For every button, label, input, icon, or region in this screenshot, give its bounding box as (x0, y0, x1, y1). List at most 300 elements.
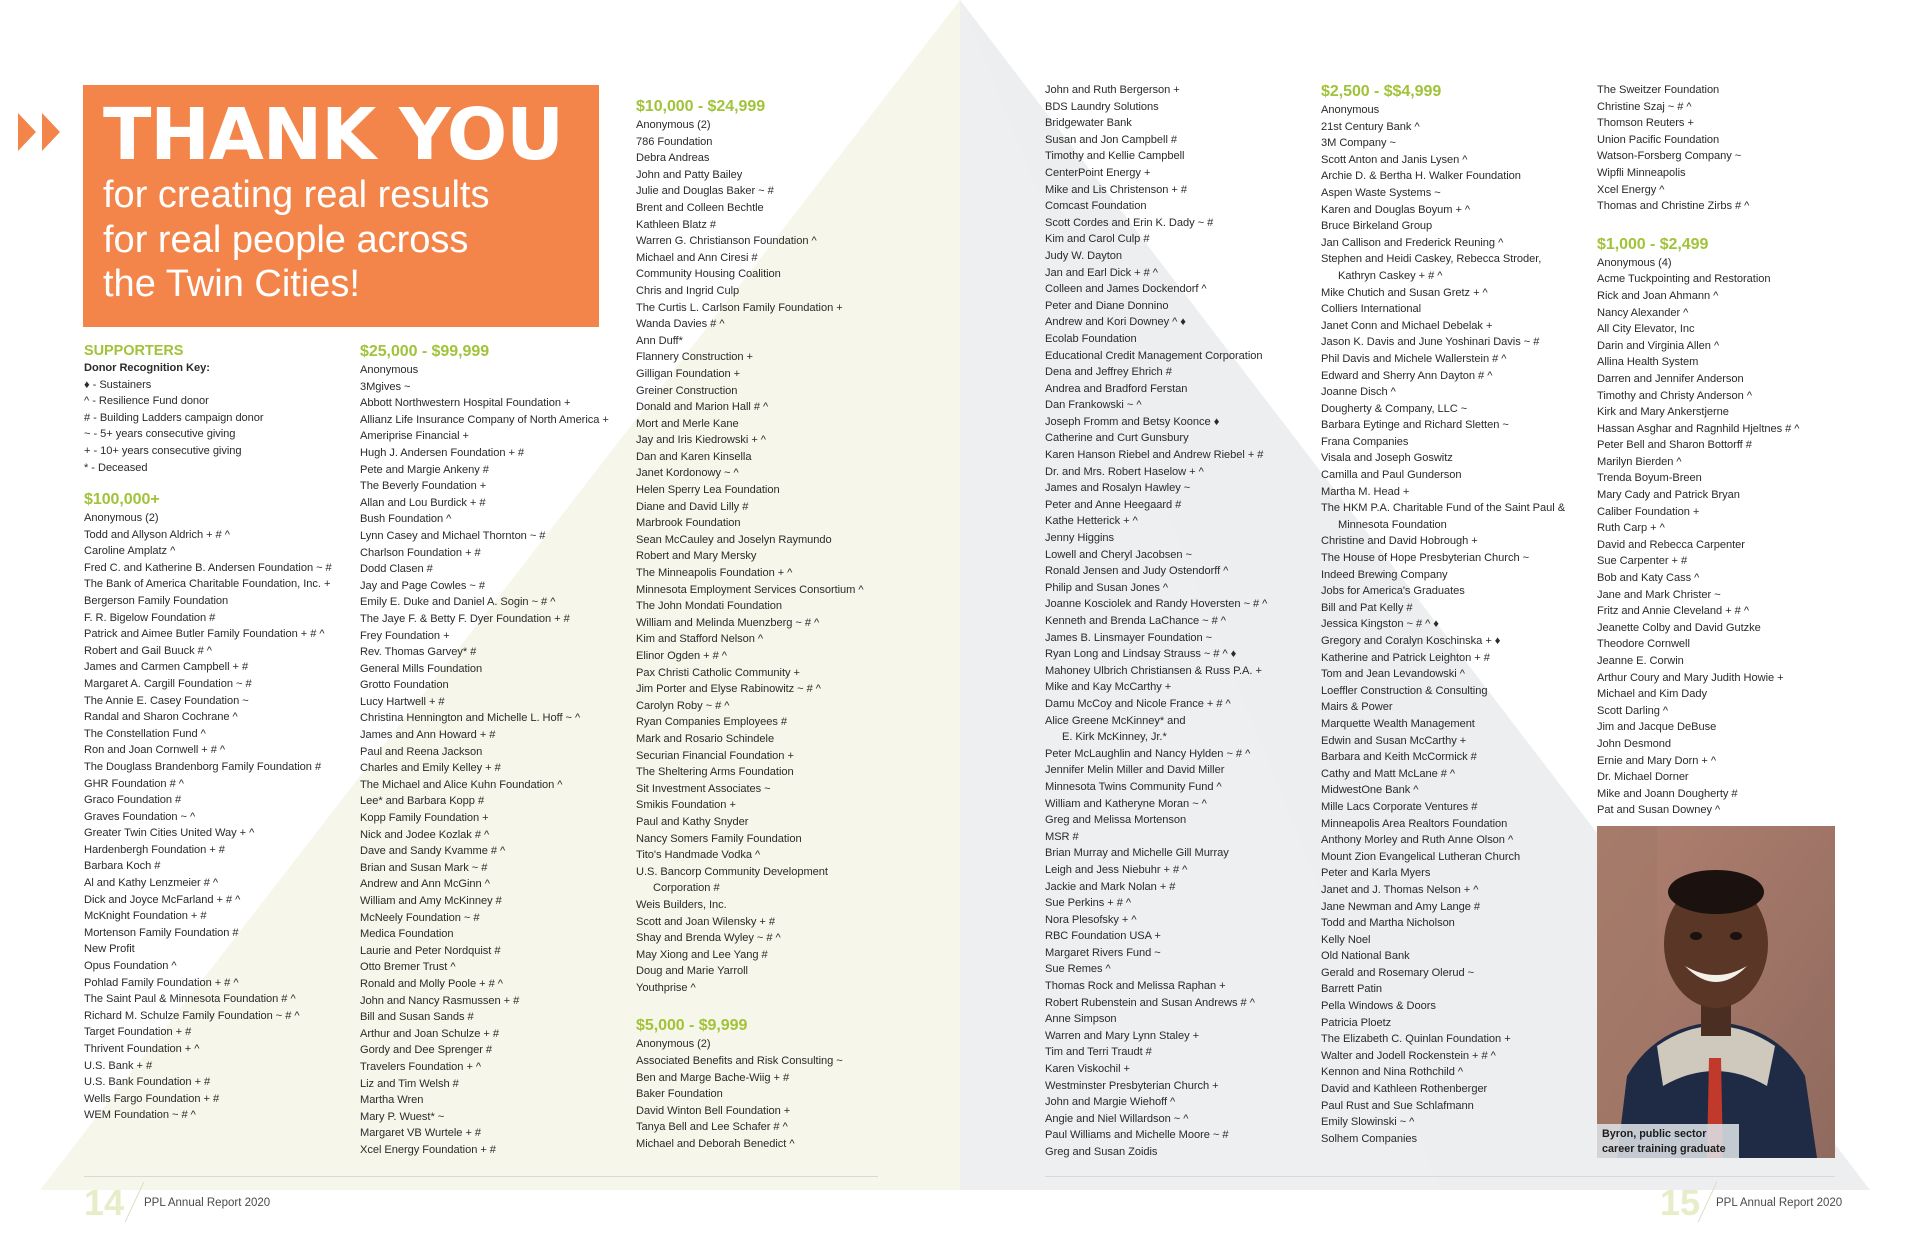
donor-entry: Ernie and Mary Dorn + ^ (1597, 754, 1717, 767)
donor-column-5 (1321, 82, 1583, 1147)
donor-entry: Wanda Davies # ^ (636, 318, 725, 331)
donor-entry: Gerald and Rosemary Olerud ~ (1321, 966, 1475, 979)
donor-entry: Visala and Joseph Goswitz (1321, 452, 1453, 465)
tier-heading: $5,000 - $9,999 (636, 1017, 748, 1035)
donor-entry: Pohlad Family Foundation + # ^ (84, 976, 239, 989)
donor-entry: Community Housing Coalition (636, 268, 781, 281)
byron-photo (1597, 826, 1835, 1158)
donor-entry: Caliber Foundation + (1597, 505, 1700, 518)
donor-entry: Jason K. Davis and June Yoshinari Davis ~ # (1321, 336, 1540, 349)
donor-entry: Greg and Melissa Mortenson (1045, 814, 1187, 827)
donor-entry: Kathryn Caskey + # ^ (1338, 269, 1443, 282)
donor-entry: The Elizabeth C. Quinlan Foundation + (1321, 1033, 1511, 1046)
donor-entry: Mike and Kay McCarthy + (1045, 681, 1172, 694)
donor-entry: Rick and Joan Ahmann ^ (1597, 289, 1719, 302)
donor-entry: Scott Anton and Janis Lysen ^ (1321, 153, 1468, 166)
donor-entry: William and Melinda Muenzberg ~ # ^ (636, 616, 820, 629)
donor-entry: Robert and Mary Mersky (636, 550, 757, 563)
donor-entry: Nancy Somers Family Foundation (636, 832, 802, 845)
donor-entry: John and Ruth Bergerson + (1045, 84, 1180, 96)
donor-entry: Anonymous (2) (636, 119, 711, 131)
donor-entry: Patrick and Aimee Butler Family Foundation + # ^ (84, 628, 325, 641)
donor-entry: Kim and Carol Culp # (1045, 233, 1150, 246)
donor-column-2 (360, 342, 622, 1159)
caption-line: Byron, public sector (1602, 1128, 1707, 1140)
donor-entry: 3Mgives ~ (360, 380, 411, 393)
donor-entry: Frana Companies (1321, 435, 1409, 448)
subtitle-line: the Twin Cities! (103, 263, 360, 305)
donor-entry: Bob and Katy Cass ^ (1597, 572, 1700, 585)
donor-entry: Mark and Rosario Schindele (636, 732, 775, 745)
donor-entry: Arthur and Joan Schulze + # (360, 1027, 499, 1040)
donor-entry: Marbrook Foundation (636, 517, 741, 530)
donor-entry: Tito's Handmade Vodka ^ (636, 849, 761, 862)
donor-entry: William and Amy McKinney # (360, 895, 502, 907)
donor-entry: Mount Zion Evangelical Lutheran Church (1321, 850, 1521, 863)
donor-entry: Grotto Foundation (360, 679, 449, 692)
donor-entry: Minnesota Twins Community Fund ^ (1045, 780, 1222, 793)
donor-entry: Darin and Virginia Allen ^ (1597, 339, 1720, 352)
donor-entry: Thomson Reuters + (1597, 117, 1694, 130)
donor-entry: The Annie E. Casey Foundation ~ (84, 694, 249, 707)
donor-entry: Donald and Marion Hall # ^ (636, 401, 769, 414)
donor-entry: Karen and Douglas Boyum + ^ (1321, 203, 1471, 216)
donor-entry: Lynn Casey and Michael Thornton ~ # (360, 529, 546, 542)
donor-entry: Loeffler Construction & Consulting (1321, 684, 1488, 697)
donor-entry: Graves Foundation ~ ^ (84, 810, 196, 823)
key-item: + - 10+ years consecutive giving (84, 444, 242, 457)
donor-entry: Pella Windows & Doors (1321, 1000, 1436, 1013)
donor-entry: Marilyn Bierden ^ (1597, 455, 1682, 468)
donor-entry: Timothy and Christy Anderson ^ (1597, 389, 1752, 402)
donor-entry: Greg and Susan Zoidis (1045, 1146, 1158, 1158)
donor-entry: The Michael and Alice Kuhn Foundation ^ (360, 778, 563, 791)
donor-entry: Tom and Jean Levandowski ^ (1321, 668, 1465, 681)
donor-entry: Sue Remes ^ (1045, 963, 1111, 976)
donor-entry: Kelly Noel (1321, 933, 1371, 946)
donor-entry: Westminster Presbyterian Church + (1045, 1079, 1219, 1092)
donor-entry: Mary Cady and Patrick Bryan (1597, 489, 1740, 502)
donor-entry: Warren G. Christianson Foundation ^ (636, 235, 817, 248)
donor-entry: Sue Carpenter + # (1597, 555, 1688, 568)
donor-entry: Sue Perkins + # ^ (1045, 897, 1132, 910)
donor-entry: Ronald Jensen and Judy Ostendorff ^ (1045, 565, 1229, 578)
donor-entry: Pax Christi Catholic Community + (636, 666, 800, 679)
donor-entry: Bergerson Family Foundation (84, 594, 229, 607)
donor-entry: Thomas Rock and Melissa Raphan + (1045, 980, 1226, 993)
donor-entry: David Winton Bell Foundation + (636, 1104, 791, 1117)
donor-entry: Kennon and Nina Rothchild ^ (1321, 1066, 1464, 1079)
donor-entry: Hardenbergh Foundation + # (84, 843, 225, 856)
donor-entry: Lowell and Cheryl Jacobsen ~ (1045, 548, 1192, 561)
donor-entry: Colliers International (1321, 303, 1422, 316)
donor-entry: Smikis Foundation + (636, 799, 736, 812)
donor-entry: James and Ann Howard + # (360, 729, 496, 742)
tier-heading: $10,000 - $24,999 (636, 98, 766, 115)
donor-entry: Joanne Kosciolek and Randy Hoversten ~ # ^ (1045, 598, 1268, 611)
donor-entry: WEM Foundation ~ # ^ (84, 1109, 196, 1122)
donor-entry: The Sweitzer Foundation (1597, 84, 1720, 96)
donor-entry: Anne Simpson (1045, 1013, 1117, 1026)
donor-entry: Gregory and Coralyn Koschinska + ♦ (1321, 635, 1501, 647)
donor-entry: Kim and Stafford Nelson ^ (636, 633, 764, 646)
donor-entry: Janet Conn and Michael Debelak + (1321, 319, 1493, 332)
donor-entry: The John Mondati Foundation (636, 600, 783, 613)
donor-entry: Scott Cordes and Erin K. Dady ~ # (1045, 216, 1214, 229)
donor-entry: BDS Laundry Solutions (1045, 100, 1159, 113)
donor-entry: Sit Investment Associates ~ (636, 782, 771, 795)
donor-entry: Susan and Jon Campbell # (1045, 133, 1178, 146)
tier-heading: $100,000+ (84, 491, 160, 508)
donor-entry: 3M Company ~ (1321, 137, 1396, 150)
donor-entry: John and Patty Bailey (636, 168, 743, 181)
donor-entry: Kirk and Mary Ankerstjerne (1597, 406, 1729, 419)
subtitle-line: for real people across (103, 218, 469, 261)
donor-entry: Julie and Douglas Baker ~ # (636, 185, 774, 198)
donor-entry: Christine Szaj ~ # ^ (1597, 100, 1692, 113)
donor-entry: Thomas and Christine Zirbs # ^ (1597, 200, 1750, 213)
donor-entry: Greater Twin Cities United Way + ^ (84, 827, 255, 840)
donor-entry: Frey Foundation + (360, 629, 450, 642)
donor-entry: Minneapolis Area Realtors Foundation (1321, 817, 1508, 830)
donor-entry: Laurie and Peter Nordquist # (360, 944, 501, 957)
donor-entry: Carolyn Roby ~ # ^ (636, 699, 730, 712)
donor-entry: Bill and Susan Sands # (360, 1011, 474, 1024)
donor-entry: Mike and Joann Dougherty # (1597, 787, 1738, 800)
donor-entry: Margaret Rivers Fund ~ (1045, 946, 1161, 959)
donor-entry: Patricia Ploetz (1321, 1016, 1392, 1029)
donor-entry: Jackie and Mark Nolan + # (1045, 880, 1176, 893)
donor-entry: The Curtis L. Carlson Family Foundation + (636, 301, 843, 314)
donor-entry: Leigh and Jess Niebuhr + # ^ (1045, 863, 1188, 876)
donor-entry: Dave and Sandy Kvamme # ^ (360, 845, 506, 858)
donor-entry: May Xiong and Lee Yang # (636, 948, 768, 961)
donor-entry: Union Pacific Foundation (1597, 133, 1720, 146)
donor-entry: Theodore Cornwell (1597, 638, 1690, 651)
donor-entry: Damu McCoy and Nicole France + # ^ (1045, 697, 1231, 710)
donor-entry: Alice Greene McKinney* and (1045, 714, 1186, 727)
donor-entry: Jim Porter and Elyse Rabinowitz ~ # ^ (636, 683, 821, 696)
donor-entry: Diane and David Lilly # (636, 500, 749, 513)
donor-entry: Stephen and Heidi Caskey, Rebecca Stroder, (1321, 253, 1542, 266)
donor-entry: Cathy and Matt McLane # ^ (1321, 767, 1456, 780)
donor-entry: Andrea and Bradford Ferstan (1045, 382, 1188, 395)
donor-entry: Ryan Companies Employees # (636, 716, 788, 729)
donor-entry: Mike Chutich and Susan Gretz + ^ (1321, 286, 1488, 299)
donor-entry: Randal and Sharon Cochrane ^ (84, 711, 238, 724)
donor-entry: Thrivent Foundation + ^ (84, 1043, 200, 1055)
donor-entry: F. R. Bigelow Foundation # (84, 611, 216, 624)
donor-entry: Anonymous (4) (1597, 256, 1672, 269)
donor-entry: Anonymous (360, 364, 419, 376)
donor-entry: Arthur Coury and Mary Judith Howie + (1597, 671, 1784, 684)
donor-entry: The Beverly Foundation + (360, 480, 487, 493)
donor-entry: Old National Bank (1321, 950, 1410, 963)
donor-entry: Judy W. Dayton (1045, 249, 1122, 262)
donor-entry: RBC Foundation USA + (1045, 930, 1161, 943)
donor-entry: Mille Lacs Corporate Ventures # (1321, 800, 1478, 813)
donor-entry: The Douglass Brandenborg Family Foundation # (84, 760, 322, 773)
thank-you-title: THANK YOU (103, 93, 563, 176)
key-title: Donor Recognition Key: (84, 362, 210, 374)
donor-entry: Warren and Mary Lynn Staley + (1045, 1029, 1200, 1042)
donor-entry: Mary P. Wuest* ~ (360, 1110, 445, 1123)
page-number-left: 14 (84, 1182, 125, 1223)
donor-entry: Todd and Martha Nicholson (1321, 917, 1455, 930)
donor-entry: Jay and Page Cowles ~ # (360, 579, 485, 592)
key-item: ^ - Resilience Fund donor (84, 395, 209, 408)
donor-column-1 (84, 490, 344, 1124)
donor-entry: The Jaye F. & Betty F. Dyer Foundation + # (360, 612, 570, 625)
donor-entry: Peter and Diane Donnino (1045, 299, 1169, 312)
donor-entry: Fred C. and Katherine B. Andersen Foundation ~ # (84, 561, 332, 574)
donor-entry: Robert Rubenstein and Susan Andrews # ^ (1045, 996, 1255, 1009)
donor-entry: Bruce Birkeland Group (1321, 220, 1433, 233)
donor-entry: Jennifer Melin Miller and David Miller (1045, 764, 1225, 777)
donor-entry: Baker Foundation (636, 1088, 723, 1101)
donor-entry: Hugh J. Andersen Foundation + # (360, 446, 525, 459)
donor-entry: The Bank of America Charitable Foundation, Inc. + (84, 578, 331, 591)
donor-entry: Martha Wren (360, 1094, 424, 1107)
donor-entry: Educational Credit Management Corporation (1045, 349, 1263, 362)
donor-entry: Edward and Sherry Ann Dayton # ^ (1321, 369, 1493, 382)
donor-entry: Colleen and James Dockendorf ^ (1045, 283, 1207, 296)
donor-entry: Nick and Jodee Kozlak # ^ (360, 828, 490, 841)
donor-entry: John and Margie Wiehoff ^ (1045, 1096, 1176, 1109)
donor-entry: Debra Andreas (636, 152, 710, 165)
donor-entry: Nora Plesofsky + ^ (1045, 913, 1137, 926)
donor-entry: Youthprise ^ (636, 981, 696, 994)
donor-entry: McKnight Foundation + # (84, 910, 207, 923)
donor-entry: Andrew and Kori Downey ^ ♦ (1045, 316, 1186, 329)
donor-entry: John and Nancy Rasmussen + # (360, 994, 520, 1007)
donor-entry: GHR Foundation # ^ (84, 777, 184, 790)
donor-entry: Robert and Gail Buuck # ^ (84, 644, 212, 657)
donor-entry: Margaret VB Wurtele + # (360, 1127, 482, 1140)
donor-entry: Jay and Iris Kiedrowski + ^ (636, 434, 766, 447)
donor-entry: Wells Fargo Foundation + # (84, 1092, 220, 1105)
donor-entry: 21st Century Bank ^ (1321, 120, 1420, 133)
donor-entry: Ann Duff* (636, 334, 683, 347)
donor-entry: Dan Frankowski ~ ^ (1045, 399, 1142, 412)
donor-entry: Ecolab Foundation (1045, 332, 1137, 345)
donor-entry: E. Kirk McKinney, Jr.* (1062, 731, 1167, 744)
donor-entry: Andrew and Ann McGinn ^ (360, 878, 490, 891)
portrait-image (1597, 826, 1835, 1158)
donor-entry: Michael and Kim Dady (1597, 688, 1707, 701)
donor-entry: Flannery Construction + (636, 351, 753, 364)
donor-entry: Paul Rust and Sue Schlafmann (1321, 1099, 1474, 1112)
donor-entry: Minnesota Employment Services Consortium ^ (636, 583, 864, 596)
donor-entry: U.S. Bank + # (84, 1059, 153, 1072)
donor-entry: The Minneapolis Foundation + ^ (636, 567, 793, 580)
donor-entry: Paul and Reena Jackson (360, 745, 483, 758)
subtitle-line: for creating real results (103, 174, 490, 216)
donor-entry: Anthony Morley and Ruth Anne Olson ^ (1321, 834, 1514, 847)
page-number-right: 15 (1660, 1182, 1701, 1223)
donor-entry: Dick and Joyce McFarland + # ^ (84, 893, 241, 906)
donor-entry: Peter Bell and Sharon Bottorff # (1597, 439, 1752, 452)
donor-entry: Jobs for America's Graduates (1321, 585, 1465, 598)
donor-entry: Martha M. Head + (1321, 485, 1410, 498)
donor-entry: Edwin and Susan McCarthy + (1321, 734, 1467, 747)
donor-entry: Fritz and Annie Cleveland + # ^ (1597, 605, 1749, 618)
donor-entry: Tanya Bell and Lee Schafer # ^ (636, 1121, 788, 1134)
donor-entry: Helen Sperry Lea Foundation (636, 484, 780, 497)
donor-entry: CenterPoint Energy + (1045, 166, 1151, 179)
donor-entry: Opus Foundation ^ (84, 960, 177, 973)
donor-entry: Ronald and Molly Poole + # ^ (360, 977, 503, 990)
donor-entry: James B. Linsmayer Foundation ~ (1045, 631, 1213, 644)
donor-entry: Archie D. & Bertha H. Walker Foundation (1321, 170, 1521, 183)
donor-entry: The Sheltering Arms Foundation (636, 766, 794, 779)
donor-entry: Jim and Jacque DeBuse (1597, 721, 1717, 734)
donor-entry: Watson-Forsberg Company ~ (1597, 150, 1742, 163)
donor-entry: Brian Murray and Michelle Gill Murray (1045, 847, 1229, 860)
donor-entry: Karen Hanson Riebel and Andrew Riebel + # (1045, 449, 1264, 462)
donor-entry: Xcel Energy ^ (1597, 183, 1665, 196)
donor-entry: Dr. and Mrs. Robert Haselow + ^ (1045, 465, 1204, 478)
donor-entry: Paul and Kathy Snyder (636, 815, 749, 828)
donor-entry: Greiner Construction (636, 384, 738, 397)
donor-entry: Dodd Clasen # (360, 563, 433, 576)
donor-entry: Kenneth and Brenda LaChance ~ # ^ (1045, 615, 1226, 627)
donor-entry: Jenny Higgins (1045, 532, 1115, 545)
donor-entry: Comcast Foundation (1045, 200, 1147, 213)
donor-entry: Lucy Hartwell + # (360, 695, 445, 708)
donor-entry: Philip and Susan Jones ^ (1045, 581, 1169, 594)
donor-entry: Indeed Brewing Company (1321, 568, 1448, 581)
donor-entry: Jane and Mark Christer ~ (1597, 588, 1721, 601)
donor-entry: Scott Darling ^ (1597, 704, 1669, 717)
donor-entry: The Saint Paul & Minnesota Foundation # ^ (84, 993, 296, 1006)
donor-entry: Janet and J. Thomas Nelson + ^ (1321, 883, 1479, 896)
donor-entry: Kopp Family Foundation + (360, 812, 489, 825)
donor-entry: The Constellation Fund ^ (84, 727, 206, 740)
donor-entry: Allina Health System (1597, 356, 1699, 369)
donor-entry: Elinor Ogden + # ^ (636, 650, 727, 662)
donor-entry: MSR # (1045, 830, 1079, 843)
donor-entry: Jan Callison and Frederick Reuning ^ (1321, 236, 1504, 249)
donor-entry: Rev. Thomas Garvey* # (360, 646, 477, 659)
tier-heading: $25,000 - $99,999 (360, 343, 490, 360)
donor-entry: Al and Kathy Lenzmeier # ^ (84, 877, 219, 890)
donor-entry: Weis Builders, Inc. (636, 898, 727, 911)
photo-caption (1597, 1124, 1739, 1158)
donor-entry: Kathe Hetterick + ^ (1045, 515, 1138, 528)
donor-entry: Jane Newman and Amy Lange # (1321, 900, 1480, 913)
donor-entry: Gordy and Dee Sprenger # (360, 1044, 493, 1057)
donor-entry: Abbott Northwestern Hospital Foundation + (360, 397, 571, 410)
donor-entry: Angie and Niel Willardson ~ ^ (1045, 1112, 1189, 1125)
donor-entry: Barrett Patin (1321, 983, 1383, 996)
donor-entry: The House of Hope Presbyterian Church ~ (1321, 552, 1530, 565)
donor-entry: Charles and Emily Kelley + # (360, 762, 501, 775)
donor-column-6 (1597, 82, 1859, 819)
donor-entry: Joseph Fromm and Betsy Koonce ♦ (1045, 415, 1220, 428)
donor-entry: Richard M. Schulze Family Foundation ~ # ^ (84, 1009, 300, 1022)
donor-entry: Sean McCauley and Joselyn Raymundo (636, 533, 832, 546)
donor-entry: Phil Davis and Michele Wallerstein # ^ (1321, 352, 1507, 365)
donor-entry: Mike and Lis Christenson + # (1045, 183, 1187, 196)
donor-entry: Mahoney Ulbrich Christiansen & Russ P.A. + (1045, 664, 1262, 677)
donor-entry: Paul Williams and Michelle Moore ~ # (1045, 1129, 1229, 1142)
donor-entry: Joanne Disch ^ (1321, 386, 1396, 399)
donor-entry: Ben and Marge Bache-Wiig + # (636, 1071, 790, 1084)
donor-entry: Camilla and Paul Gunderson (1321, 469, 1462, 482)
donor-entry: Doug and Marie Yarroll (636, 965, 748, 978)
donor-entry: Caroline Amplatz ^ (84, 545, 176, 558)
donor-entry: Bill and Pat Kelly # (1321, 601, 1413, 614)
donor-entry: Brent and Colleen Bechtle (636, 201, 764, 214)
donor-entry: Jessica Kingston ~ # ^ ♦ (1321, 618, 1439, 631)
donor-entry: Mort and Merle Kane (636, 417, 739, 430)
donor-entry: New Profit (84, 943, 135, 956)
donor-entry: Barbara Eytinge and Richard Sletten ~ (1321, 419, 1509, 432)
donor-entry: Todd and Allyson Aldrich + # ^ (84, 528, 230, 541)
donor-entry: U.S. Bancorp Community Development (636, 865, 828, 878)
donor-entry: Pat and Susan Downey ^ (1597, 804, 1721, 817)
donor-entry: Dr. Michael Dorner (1597, 771, 1689, 784)
donor-entry: Catherine and Curt Gunsbury (1045, 432, 1189, 445)
donor-entry: Michael and Ann Ciresi # (636, 251, 758, 264)
key-item: ♦ - Sustainers (84, 378, 152, 391)
donor-entry: Bush Foundation ^ (360, 513, 452, 526)
donor-entry: Minnesota Foundation (1338, 518, 1447, 531)
donor-entry: Karen Viskochil + (1045, 1063, 1130, 1076)
donor-entry: Ron and Joan Cornwell + # ^ (84, 744, 226, 757)
donor-entry: All City Elevator, Inc (1597, 323, 1695, 336)
donor-entry: Medica Foundation (360, 928, 454, 941)
tier-heading: $1,000 - $2,499 (1597, 235, 1709, 253)
donor-entry: Target Foundation + # (84, 1026, 192, 1039)
donor-entry: Wipfli Minneapolis (1597, 166, 1686, 179)
thank-you-subtitle (103, 173, 599, 307)
donor-entry: Dougherty & Company, LLC ~ (1321, 402, 1468, 415)
donor-entry: Hassan Asghar and Ragnhild Hjeltnes # ^ (1597, 422, 1800, 435)
donor-entry: Anonymous (2) (636, 1038, 711, 1051)
donor-entry: Nancy Alexander ^ (1597, 306, 1689, 319)
donor-entry: Allan and Lou Burdick + # (360, 496, 486, 509)
footer-divider-right (1045, 1176, 1835, 1177)
donor-entry: Peter McLaughlin and Nancy Hylden ~ # ^ (1045, 747, 1251, 760)
donor-entry: The HKM P.A. Charitable Fund of the Saint Paul & (1321, 502, 1566, 515)
donor-column-4 (1045, 82, 1307, 1161)
donor-entry: Ameriprise Financial + (360, 430, 469, 443)
donor-entry: Travelers Foundation + ^ (360, 1060, 482, 1073)
donor-entry: Associated Benefits and Risk Consulting ~ (636, 1055, 843, 1068)
donor-entry: Allianz Life Insurance Company of North America + (360, 413, 609, 426)
donor-entry: Anonymous (1321, 104, 1380, 116)
donor-entry: 786 Foundation (636, 135, 713, 148)
donor-entry: Acme Tuckpointing and Restoration (1597, 273, 1771, 286)
donor-entry: Trenda Boyum-Breen (1597, 472, 1702, 485)
donor-entry: Darren and Jennifer Anderson (1597, 372, 1744, 385)
donor-entry: Anonymous (2) (84, 512, 159, 524)
donor-entry: Xcel Energy Foundation + # (360, 1143, 496, 1156)
donor-entry: Walter and Jodell Rockenstein + # ^ (1321, 1049, 1496, 1062)
donor-entry: Peter and Karla Myers (1321, 867, 1431, 880)
donor-entry: Margaret A. Cargill Foundation ~ # (84, 677, 252, 690)
key-item: ~ - 5+ years consecutive giving (84, 428, 236, 441)
donor-entry: Ryan Long and Lindsay Strauss ~ # ^ ♦ (1045, 648, 1237, 661)
donor-entry: Jeanne E. Corwin (1597, 655, 1684, 667)
footer-divider-left (84, 1176, 878, 1177)
donor-entry: Ruth Carp + ^ (1597, 522, 1665, 535)
donor-entry: James and Rosalyn Hawley ~ (1045, 482, 1191, 495)
donor-entry: Lee* and Barbara Kopp # (360, 795, 485, 808)
donor-entry: Marquette Wealth Management (1321, 717, 1475, 730)
